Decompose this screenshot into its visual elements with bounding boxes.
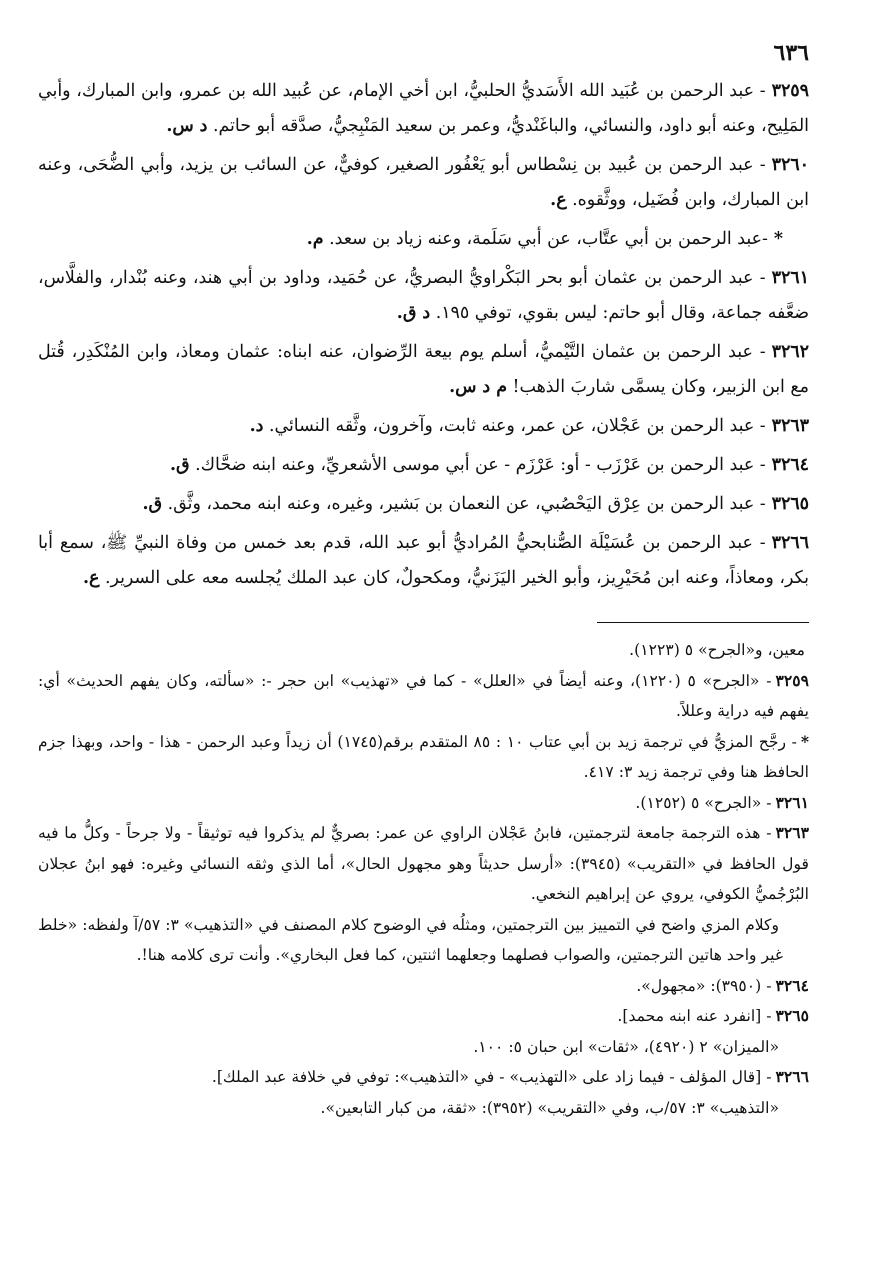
- entry-3265: [38, 487, 809, 522]
- footnote-3261: [38, 788, 809, 819]
- footnote-number: ٣٢٦٣: [775, 823, 809, 842]
- entry-code: م د س.: [449, 377, 507, 397]
- entry-text: - عبد الرحمن بن عُسَيْلَة الصُّنابحيُّ المُراديُّ أبو عبد الله، قدم بعد خمس من وفاة النبيِّ ﷺ، سمع أبا بكر، ومعاذاً، وعنه ابن مُحَيْرِيز، وأبو الخير اليَزَنيُّ، ومكحولٌ، كان عبد الملك يُجلسه معه على السرير.: [38, 533, 809, 588]
- footnote-text: - رجَّح المزيُّ في ترجمة زيد بن أبي عتاب ١٠ : ٨٥ المتقدم برقم(١٧٤٥) أن زيداً وعبد الرحمن - هذا - واحد، وبهذا جزم الحافظ هنا وفي ترجمة زيد ٣: ٤١٧.: [38, 732, 809, 781]
- entry-3263: [38, 409, 809, 444]
- entry-text: -عبد الرحمن بن أبي عتَّاب، عن أبي سَلَمة، وعنه زياد بن سعد.: [329, 229, 768, 249]
- entry-number: ٣٢٦٤: [771, 455, 809, 475]
- entry-3262: [38, 335, 809, 405]
- footnote-text: - [انفرد عنه ابنه محمد].: [617, 1007, 772, 1025]
- footnotes: [38, 635, 809, 1123]
- entry-text: - عبد الرحمن بن عِرْق اليَحْصُبي، عن النعمان بن بَشير، وغيره، وعنه ابنه محمد، وثَّق.: [167, 494, 766, 514]
- entry-number: ٣٢٦٢: [771, 342, 809, 362]
- entry-number: ٣٢٦٥: [771, 494, 809, 514]
- entry-3259: [38, 74, 809, 144]
- page-number: ٦٣٦: [773, 40, 809, 66]
- footnote-asterisk: [38, 727, 809, 788]
- entry-number: *: [773, 229, 783, 249]
- footnote-number: ٣٢٦١: [775, 792, 809, 812]
- entry-text: - عبد الرحمن بن عُبيد بن نِسْطاس أبو يَعْفُور الصغير، كوفيٌّ، عن السائب بن يزيد، وأبي الضُّحَى، وعنه ابن المبارك، وابن فُضَيل، ووثَّقوه.: [38, 155, 809, 210]
- footnote-text: - [قال المؤلف - فيما زاد على «التهذيب» - في «التذهيب»: توفي في خلافة عبد الملك].: [211, 1068, 772, 1086]
- entry-3260: [38, 148, 809, 218]
- footnote-3263-continued: [38, 910, 809, 971]
- entry-code: م.: [306, 229, 324, 249]
- entry-text: - عبد الرحمن بن عَرْزَب - أو: عَرْزَم - عن أبي موسى الأشعريِّ، وعنه ابنه ضحَّاك.: [195, 455, 766, 475]
- main-text: [38, 74, 809, 596]
- entry-text: - عبد الرحمن بن عُبَيد الله الأَسَديُّ الحلبيُّ، ابن أخي الإمام، عن عُبيد الله بن عمرو، وابن المبارك، وأبي المَلِيح، وعنه أبو داود، والنسائي، والباغَنْديُّ، وعمر بن سعيد المَنْبِجيُّ، صدَّقه أبو حاتم.: [38, 81, 809, 136]
- entry-code: د س.: [166, 116, 208, 136]
- entry-text: - عبد الرحمن بن عثمان التَّيْميُّ، أسلم يوم بيعة الرِّضوان، عنه ابناه: عثمان ومعاذ، وابن المُنْكَدِر، قُتل مع ابن الزبير، وكان يسمَّى شاربَ الذهب!: [38, 342, 809, 397]
- footnote-text: معين، و«الجرح» ٥ (١٢٢٣).: [629, 641, 805, 659]
- entry-number: ٣٢٦١: [771, 268, 809, 288]
- entry-text: - عبد الرحمن بن عثمان أبو بحر البَكْراويُّ البصريُّ، عن حُمَيد، وداود بن أبي هند، وعنه بُنْدار، والفلَّاس، ضعَّفه جماعة، وقال أبو حاتم: ليس بقوي، توفي ١٩٥.: [38, 268, 809, 323]
- entry-number: ٣٢٦٦: [771, 533, 809, 553]
- footnote-number: ٣٢٦٤: [775, 975, 809, 995]
- footnote-3265-sources: [38, 1032, 809, 1063]
- footnote-number: ٣٢٦٦: [775, 1067, 809, 1086]
- entry-code: ق.: [142, 494, 163, 514]
- footnote-3266-sources: [38, 1093, 809, 1124]
- entry-3264: [38, 448, 809, 483]
- entry-number: ٣٢٦٠: [771, 155, 809, 175]
- footnote-text: «التذهيب» ٣: ٥٧/ب، وفي «التقريب» (٣٩٥٢): «ثقة، من كبار التابعين».: [320, 1098, 779, 1117]
- footnote-text: - هذه الترجمة جامعة لترجمتين، فابنُ عَجْلان الراوي عن عمر: بصريٌّ لم يذكروا فيه توثيقاً - ولا جرحاً - وكلُّ ما فيه قول الحافظ في «التقريب» (٣٩٤٥): «أرسل حديثاً وهو مجهول الحال»، أما الذي وثقه النسائي وغيره: فهو ابنُ عجلان البُرْجُميُّ الكوفي، يروي عن إبراهيم النخعي.: [38, 824, 809, 903]
- entry-number: ٣٢٥٩: [771, 81, 809, 101]
- entry-code: ق.: [169, 455, 190, 475]
- entry-number: ٣٢٦٣: [771, 416, 809, 436]
- footnote-text: - (٣٩٥٠): «مجهول».: [636, 976, 772, 995]
- entry-code: د.: [249, 416, 264, 436]
- footnote-text: وكلام المزي واضح في التمييز بين الترجمتين، ومثلُه في الوضوح كلام المصنف في «التذهيب» ٣: ٥٧/آ ولفظه: «خلط غير واحد هاتين الترجمتين، والصواب فصلهما وجعلهما اثنتين، كما فعل البخاري». وأنت ترى كلامه هنا!.: [38, 915, 783, 964]
- footnote-divider: [597, 622, 809, 623]
- footnote-3263: [38, 818, 809, 910]
- footnote-number: ٣٢٦٥: [775, 1006, 809, 1025]
- footnote-text: - «الجرح» ٥ (١٢٥٢).: [635, 793, 772, 812]
- footnote-text: - «الجرح» ٥ (١٢٢٠)، وعنه أيضاً في «العلل» - كما في «تهذيب» ابن حجر -: «سألته، وكان يفهم الحديث» أي: يفهم فيه دراية وعللاً.: [38, 671, 809, 720]
- footnote-continuation: [38, 635, 809, 666]
- footnote-text: «الميزان» ٢ (٤٩٢٠)، «ثقات» ابن حبان ٥: ١٠٠.: [473, 1037, 779, 1056]
- entry-code: ع.: [83, 568, 100, 588]
- footnote-3266: [38, 1062, 809, 1093]
- footnote-3265: [38, 1001, 809, 1032]
- footnote-number: *: [800, 731, 809, 751]
- entry-code: ع.: [550, 190, 567, 210]
- entry-text: - عبد الرحمن بن عَجْلان، عن عمر، وعنه ثابت، وآخرون، وثَّقه النسائي.: [268, 416, 766, 436]
- entry-asterisk: [38, 222, 809, 257]
- entry-3266: [38, 526, 809, 596]
- footnote-3264: [38, 971, 809, 1002]
- footnote-3259: [38, 666, 809, 727]
- entry-3261: [38, 261, 809, 331]
- footnote-number: ٣٢٥٩: [775, 670, 809, 690]
- entry-code: د ق.: [396, 303, 431, 323]
